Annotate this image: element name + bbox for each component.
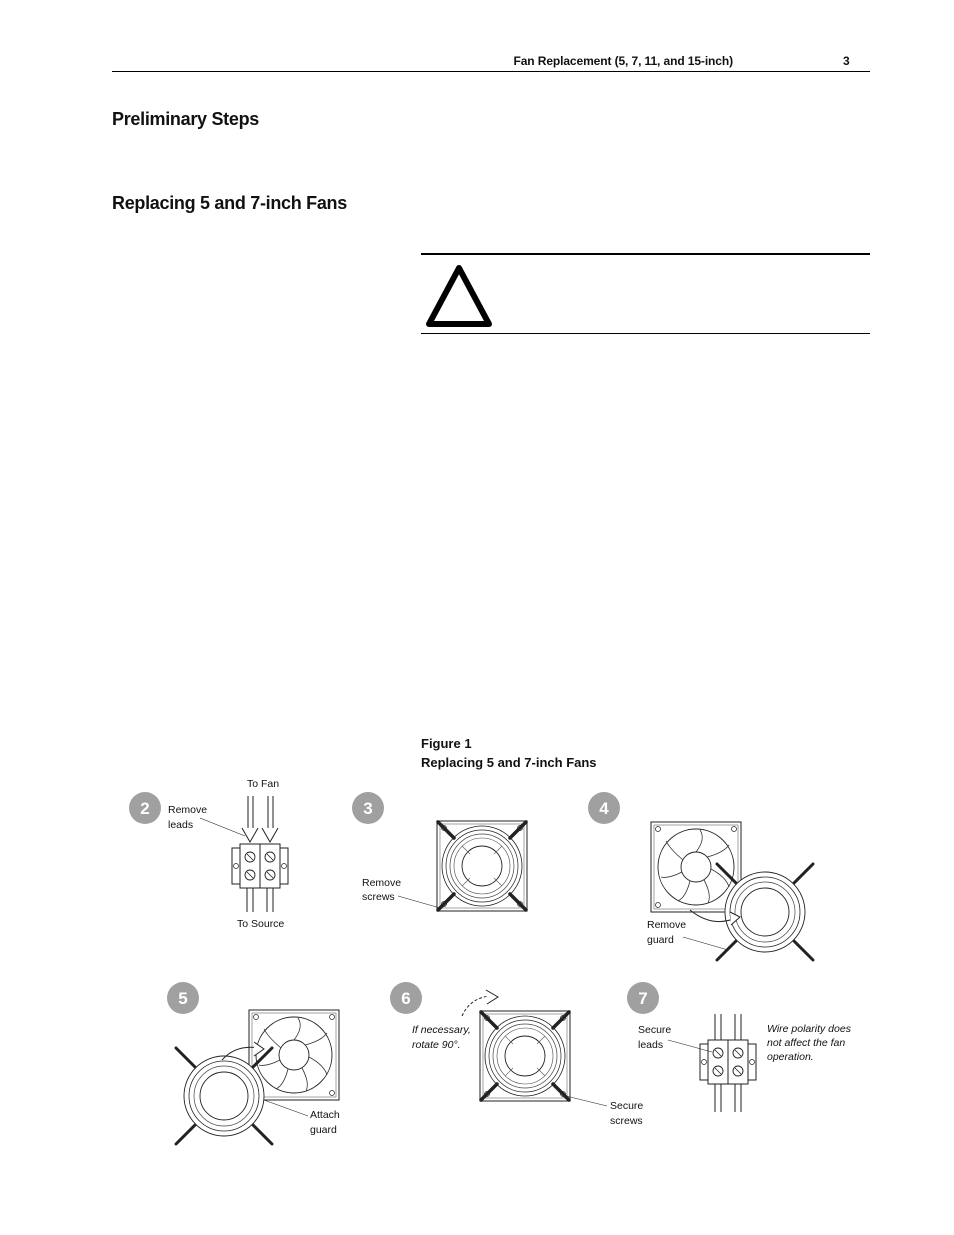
step-2: [129, 778, 288, 930]
heading-replacing-5-7-fans: Replacing 5 and 7-inch Fans: [112, 193, 347, 213]
terminal-block-icon: [232, 844, 288, 888]
label-secure-leads-1: Secure: [638, 1024, 672, 1036]
label-attach-guard-2: guard: [310, 1124, 337, 1136]
attention-top-rule: [421, 253, 870, 255]
page-number: 3: [843, 54, 850, 68]
running-header-title: Fan Replacement (5, 7, 11, and 15-inch): [513, 54, 733, 68]
label-to-source: To Source: [237, 918, 285, 930]
figure-number: Figure 1: [421, 736, 472, 751]
terminal-block-icon: [700, 1040, 756, 1084]
label-rotate-2: rotate 90°.: [412, 1039, 461, 1051]
step-4: [588, 792, 813, 960]
label-polarity-3: operation.: [767, 1051, 814, 1063]
label-secure-screws-2: screws: [610, 1115, 643, 1127]
loose-guard-icon: [717, 864, 813, 960]
step-3-number: 3: [363, 799, 373, 818]
label-rotate-1: If necessary,: [412, 1024, 471, 1036]
label-secure-leads-2: leads: [638, 1039, 664, 1051]
label-polarity-1: Wire polarity does: [767, 1023, 851, 1035]
figure-caption: Replacing 5 and 7-inch Fans: [421, 755, 597, 770]
fan-with-guard-icon: [437, 821, 527, 911]
step-7: [627, 982, 852, 1112]
step-5: [167, 982, 340, 1144]
heading-preliminary-steps: Preliminary Steps: [112, 109, 259, 129]
label-remove-guard-1: Remove: [647, 919, 687, 931]
label-secure-screws-1: Secure: [610, 1100, 644, 1112]
attention-triangle-icon: [424, 260, 494, 330]
step-3: [352, 792, 527, 911]
step-5-number: 5: [178, 989, 188, 1008]
fan-with-guard-icon: [480, 1011, 570, 1101]
loose-guard-icon: [176, 1048, 272, 1144]
header-rule: [112, 71, 870, 72]
step-6-number: 6: [401, 989, 411, 1008]
label-polarity-2: not affect the fan: [767, 1037, 846, 1049]
label-to-fan: To Fan: [247, 778, 280, 790]
fan-replacement-diagram: [0, 770, 954, 1170]
label-remove-leads-1: Remove: [168, 804, 208, 816]
step-7-number: 7: [638, 989, 648, 1008]
attention-bottom-rule: [421, 333, 870, 334]
label-remove-leads-2: leads: [168, 819, 194, 831]
step-4-number: 4: [599, 799, 609, 818]
step-2-number: 2: [140, 799, 150, 818]
step-6: [390, 982, 643, 1127]
label-remove-screws-2: screws: [362, 891, 395, 903]
label-attach-guard-1: Attach: [310, 1109, 340, 1121]
label-remove-guard-2: guard: [647, 934, 674, 946]
label-remove-screws-1: Remove: [362, 877, 402, 889]
